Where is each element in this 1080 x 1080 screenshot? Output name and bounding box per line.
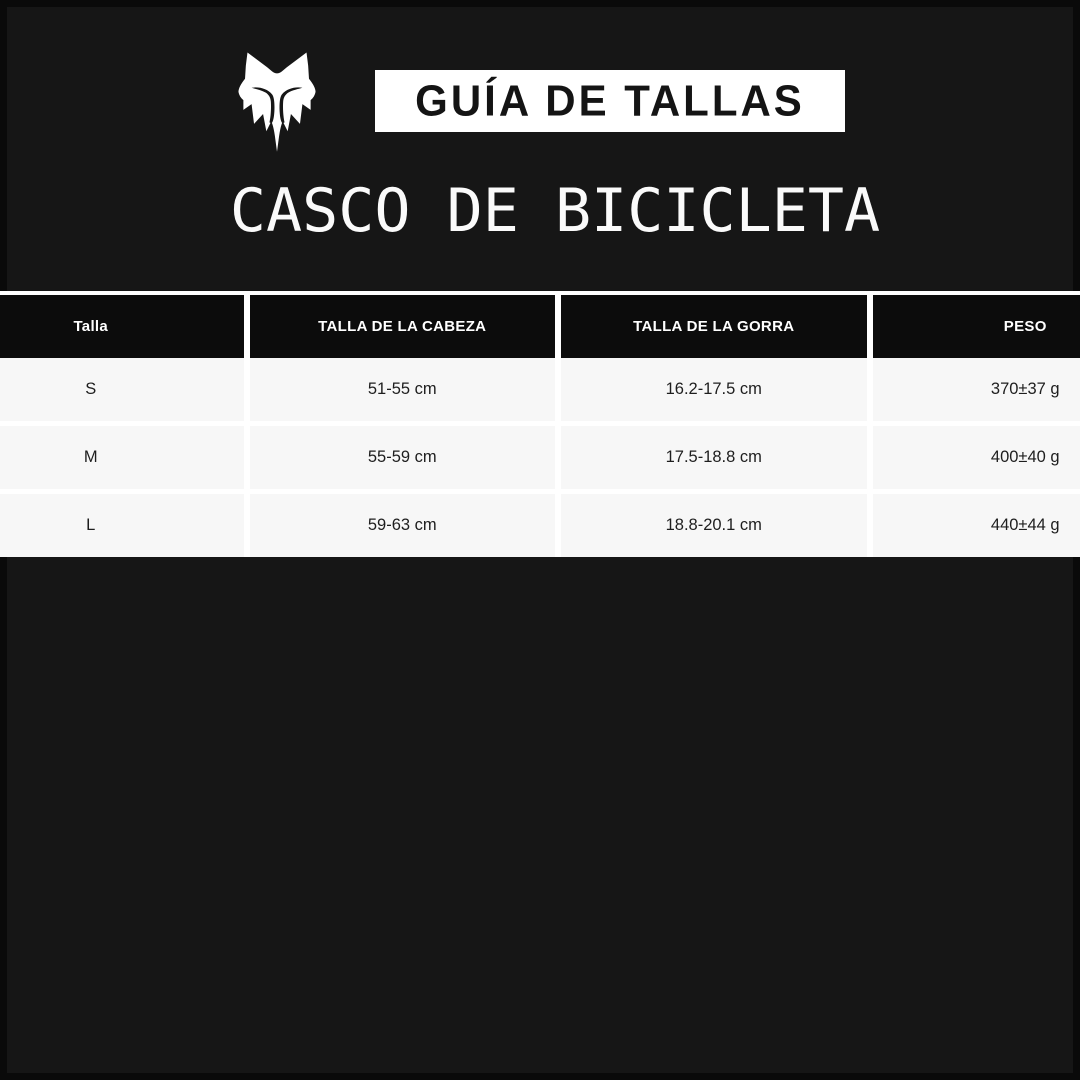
header-cell-talla: Talla bbox=[0, 295, 244, 358]
cell-cap-size: 17.5-18.8 cm bbox=[561, 426, 867, 489]
cell-cap-size: 16.2-17.5 cm bbox=[561, 358, 867, 421]
cell-size: M bbox=[0, 426, 244, 489]
header-cell-talla-gorra: TALLA DE LA GORRA bbox=[561, 295, 867, 358]
product-title: CASCO DE BICICLETA bbox=[229, 176, 881, 246]
cell-weight: 400±40 g bbox=[873, 426, 1080, 489]
cell-head-size: 59-63 cm bbox=[250, 494, 556, 557]
cell-head-size: 51-55 cm bbox=[250, 358, 556, 421]
cell-head-size: 55-59 cm bbox=[250, 426, 556, 489]
table-row-m bbox=[0, 426, 1080, 489]
header-cell-peso: PESO bbox=[873, 295, 1080, 358]
size-table bbox=[0, 291, 1080, 557]
size-guide-badge bbox=[375, 70, 845, 132]
cell-weight: 440±44 g bbox=[873, 494, 1080, 557]
table-header-row bbox=[0, 295, 1080, 358]
size-guide-badge-title: GUÍA DE TALLAS bbox=[415, 76, 805, 125]
header-cell-talla-cabeza: TALLA DE LA CABEZA bbox=[250, 295, 556, 358]
cell-cap-size: 18.8-20.1 cm bbox=[561, 494, 867, 557]
cell-size: S bbox=[0, 358, 244, 421]
table-row-s bbox=[0, 358, 1080, 421]
cell-size: L bbox=[0, 494, 244, 557]
table-row-l bbox=[0, 494, 1080, 557]
fox-head-icon bbox=[236, 46, 318, 164]
cell-weight: 370±37 g bbox=[873, 358, 1080, 421]
